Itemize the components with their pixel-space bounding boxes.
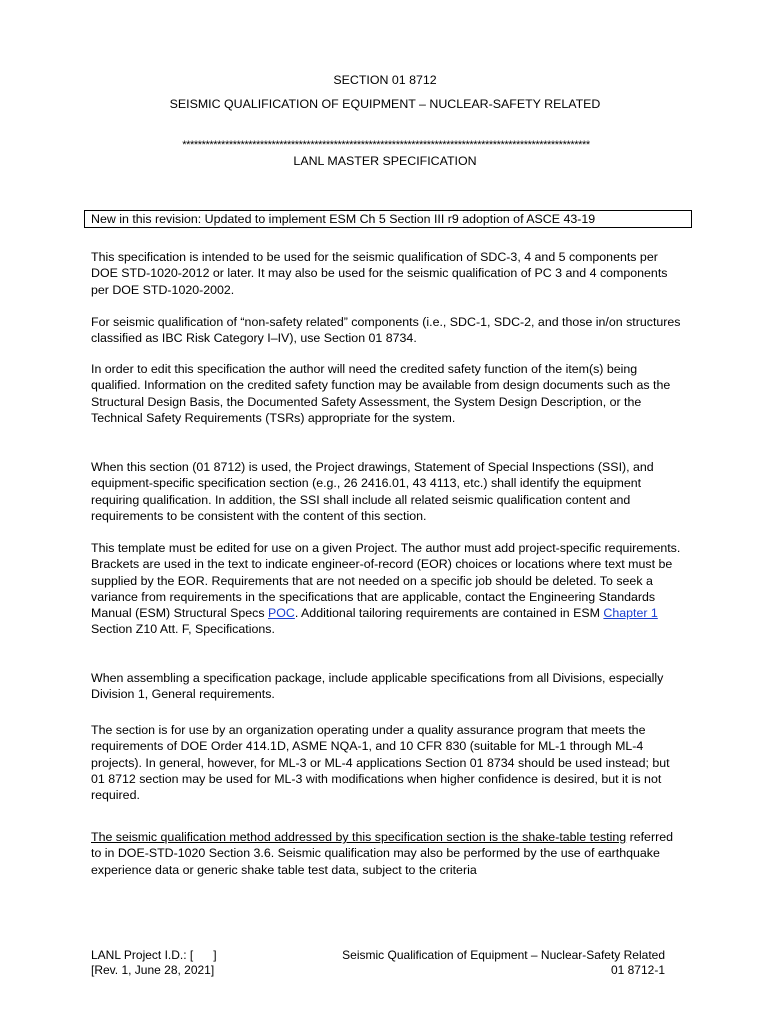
star-separator: ********************************************************************************************************* bbox=[182, 139, 590, 151]
poc-link[interactable]: POC bbox=[267, 606, 295, 621]
paragraph-quality-assurance: The section is for use by an organization operating under a quality assurance program that meets the requirements of DOE Order 414.1D, ASME NQA-1, and 10 CFR 830 (suitable for ML-1 through ML-4 projects). In general, however, for ML-3 or ML-4 applications Section 01 8734 should be used instead; but 01 8712 section may be used for ML-3 with modifications when higher confidence is desired, but it is not required. bbox=[91, 723, 670, 803]
paragraph-safety-function: In order to edit this specification the author will need the credited safety function of the item(s) being qualified. Information on the credited safety function may be available from design documents such as the Structural Design Basis, the Documented Safety Assessment, the System Design Description, or the Technical Safety Requirements (TSRs) appropriate for the system. bbox=[91, 362, 671, 425]
paragraph-ssi: When this section (01 8712) is used, the Project drawings, Statement of Special Inspections (SSI), and equipment-specific specification section (e.g., 26 2416.01, 43 4113, etc.) shall identify the equipment requiring qualification. In addition, the SSI shall include all related seismic qualification content and requirements to be consistent with the content of this section. bbox=[91, 460, 654, 523]
paragraph-template-text-c: Section Z10 Att. F, Specifications. bbox=[91, 622, 275, 637]
footer-right bbox=[342, 948, 665, 978]
revision-note-box: New in this revision: Updated to implement ESM Ch 5 Section III r9 adoption of ASCE 43-19 bbox=[84, 210, 692, 228]
paragraph-template-text-a: This template must be edited for use on a given Project. The author must add project-specific requirements. Brackets are used in the text to indicate engineer-of-record (EOR) choices or locations where text must be supplied by the EOR. Requirements that are not needed on a specific job should be deleted. To seek a variance from requirements in the specifications that are applicable, contact the Engineering Standards Manual (ESM) Structural Specs bbox=[91, 541, 681, 621]
paragraph-template-editing bbox=[91, 540, 686, 638]
section-number: SECTION 01 8712 bbox=[333, 73, 437, 87]
paragraph-spec-package: When assembling a specification package, include applicable specifications from all Divisions, especially Division 1, General requirements. bbox=[91, 671, 664, 702]
footer-page-number: 01 8712-1 bbox=[610, 963, 665, 977]
footer-revision: [Rev. 1, June 28, 2021] bbox=[91, 963, 215, 977]
section-title: SEISMIC QUALIFICATION OF EQUIPMENT – NUCLEAR-SAFETY RELATED bbox=[169, 97, 601, 111]
paragraph-non-safety: For seismic qualification of “non-safety related” components (i.e., SDC-1, SDC-2, and those in/on structures classified as IBC Risk Category I–IV), use Section 01 8734. bbox=[91, 315, 681, 346]
paragraph-scope: This specification is intended to be used for the seismic qualification of SDC-3, 4 and 5 components per DOE STD-1020-2012 or later. It may also be used for the seismic qualification of PC 3 and 4 components per DOE STD-1020-2002. bbox=[91, 250, 668, 297]
paragraph-template-text-b: . Additional tailoring requirements are contained in ESM bbox=[294, 606, 604, 621]
master-spec-heading: LANL MASTER SPECIFICATION bbox=[293, 154, 477, 168]
footer-project-id: LANL Project I.D.: [ ] bbox=[91, 948, 217, 962]
footer-doc-title: Seismic Qualification of Equipment – Nuclear-Safety Related bbox=[342, 948, 665, 962]
footer-left bbox=[91, 948, 217, 978]
chapter-1-link[interactable]: Chapter 1 bbox=[603, 606, 658, 621]
qualification-method-text: referred to in DOE-STD-1020 Section 3.6. Seismic qualification may also be performed by the use of earthquake experience data or generic shake table test data, subject to the criteria bbox=[91, 830, 673, 877]
paragraph-qualification-method bbox=[91, 829, 686, 878]
qualification-method-underlined: The seismic qualification method addressed by this specification section is the shake-table testing bbox=[91, 830, 627, 844]
